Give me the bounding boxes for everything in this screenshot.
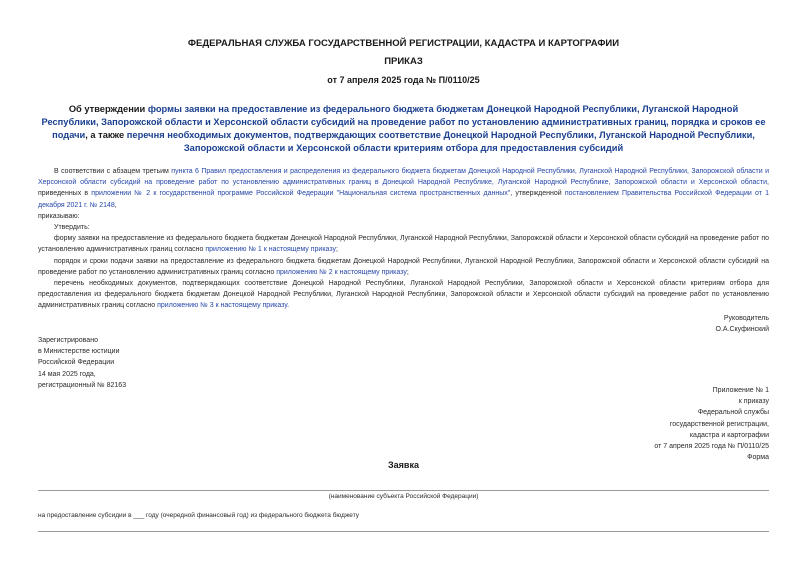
item-1-text: форму заявки на предоставление из федерального бюджета бюджетам Донецкой Народной Республики, Луганской Народной Республики, Запорожской области и Херсонской области субсидий на проведение работ по установлению административных границ согласно	[38, 235, 769, 254]
approve-word: Утвердить:	[54, 224, 90, 232]
subject-name-line[interactable]	[38, 490, 769, 491]
order-word: приказываю:	[38, 212, 80, 220]
registration-line-2: в Министерстве юстиции	[38, 348, 120, 356]
item-3	[38, 278, 769, 312]
subsidy-line-text: на предоставление субсидии в ___ году (очередной финансовый год) из федерального бюджета бюджету	[38, 512, 359, 519]
item-2	[38, 256, 769, 278]
appendix-line-3: Федеральной службы	[697, 409, 769, 417]
item-3-link[interactable]: приложению № 3 к настоящему приказу	[157, 302, 288, 310]
agency-name: ФЕДЕРАЛЬНАЯ СЛУЖБА ГОСУДАРСТВЕННОЙ РЕГИСТРАЦИИ, КАДАСТРА И КАРТОГРАФИИ	[187, 38, 620, 49]
title-link-form[interactable]: формы заявки на предоставление из федерального бюджета бюджетам Донецкой Народной Республики, Луганской Народной Республики, Запорожской области и Херсонской области субсидий на проведение работ по установлению административных границ, порядка и сроков ее подачи	[41, 104, 766, 140]
item-2-link[interactable]: приложению № 2 к настоящему приказу	[276, 268, 407, 276]
document-title	[40, 103, 767, 155]
appendix-line-5: кадастра и картографии	[689, 431, 769, 439]
item-2-end: ;	[406, 268, 409, 276]
signature-name: О.А.Скуфинский	[715, 326, 769, 334]
item-1-link[interactable]: приложению № 1 к настоящему приказу	[205, 246, 336, 254]
subject-name-caption: (наименование субъекта Российской Федерации)	[328, 493, 479, 500]
registration-line-3: Российской Федерации	[38, 359, 115, 367]
doc-type: ПРИКАЗ	[384, 56, 423, 67]
title-prefix: Об утверждении	[68, 104, 148, 114]
form-title: Заявка	[388, 460, 419, 470]
preamble-link-resolution[interactable]: постановлением Правительства Российской Федерации от 1 декабря 2021 г. № 2148	[38, 190, 769, 209]
registration-line-1: Зарегистрировано	[38, 337, 98, 344]
preamble-text-2: , приведенных в	[38, 179, 769, 198]
appendix-line-6: от 7 апреля 2025 года № П/0110/25	[654, 443, 769, 451]
preamble-link-rules[interactable]: пункта 6 Правил предоставления и распределения из федерального бюджета бюджетам Донецкой Народной Республики, Луганской Народной Республики, Запорожской области и Херсонской области субсидий на проведение работ по установлению административных границ в Донецкой Народной Республике, Луганской Народной Республике, Запорожской области и Херсонской области	[38, 168, 769, 187]
preamble-text-1: В соответствии с абзацем третьим	[54, 168, 172, 175]
appendix-line-7: Форма	[747, 454, 769, 462]
appendix-line-4: государственной регистрации,	[669, 420, 769, 428]
signature-role: Руководитель	[723, 315, 769, 322]
preamble-text-4: ,	[114, 201, 117, 209]
item-1	[38, 233, 769, 255]
appendix-line-2: к приказу	[738, 398, 769, 406]
order-body	[38, 166, 769, 312]
preamble-link-program[interactable]: приложении № 2 к государственной программе Российской Федерации "Национальная система пространственных данных"	[91, 190, 511, 198]
signature-block	[715, 313, 769, 335]
item-3-text: перечень необходимых документов, подтверждающих соответствие Донецкой Народной Республики, Луганской Народной Республики, Запорожской области и Херсонской области критериям отбора для предоставления из федерального бюджета бюджетам Донецкой Народной Республики, Луганской Народной Республики, Запорожской области и Херсонской области субсидий на проведение работ по установлению административных границ согласно	[38, 280, 769, 310]
title-link-list[interactable]: перечня необходимых документов, подтверждающих соответствие Донецкой Народной Республики, Луганской Народной Республики, Запорожской области и Херсонской области критериям отбора для предоставления субсидий	[126, 130, 755, 153]
doc-date-number: от 7 апреля 2025 года № П/0110/25	[327, 75, 480, 85]
budget-recipient-line[interactable]	[38, 531, 769, 532]
title-suffix: , а также	[85, 130, 127, 140]
appendix-line-1: Приложение № 1	[712, 387, 769, 394]
registration-line-5: регистрационный № 82163	[38, 381, 127, 389]
preamble-paragraph	[38, 166, 769, 211]
item-2-text: порядок и сроки подачи заявки на предоставление из федерального бюджета бюджетам Донецкой Народной Республики, Луганской Народной Республики, Запорожской области и Херсонской области субсидий на проведение работ по установлению административных границ согласно	[38, 257, 769, 276]
registration-line-4: 14 мая 2025 года,	[38, 370, 96, 378]
item-1-end: ;	[335, 246, 338, 254]
appendix-block	[654, 385, 769, 463]
item-3-end: .	[287, 302, 290, 310]
registration-block	[38, 335, 126, 391]
preamble-text-3: , утвержденной	[510, 190, 565, 198]
